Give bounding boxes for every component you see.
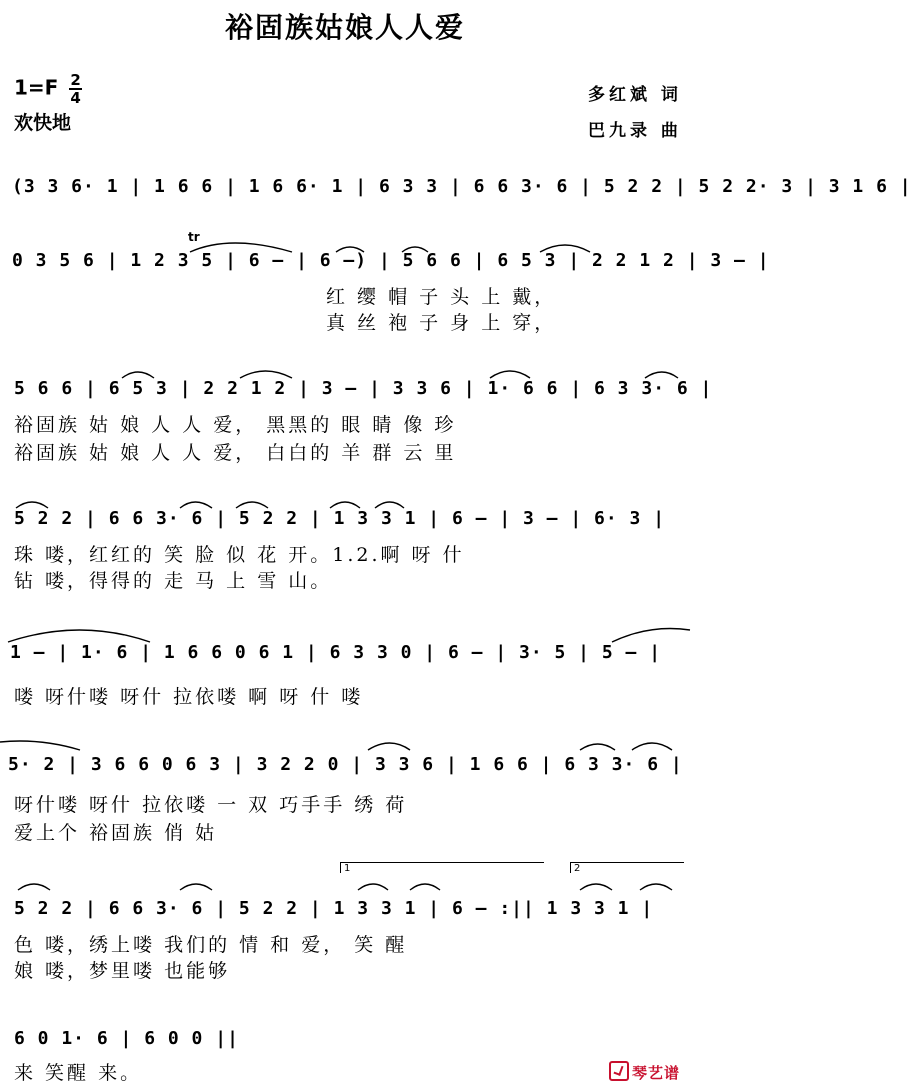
lyric-verse-2: 钻 喽，得得的 走 马 上 雪 山。	[14, 570, 333, 592]
lyric-verse-1: 喽 呀什喽 呀什 拉依喽 啊 呀 什 喽	[14, 686, 364, 708]
lyric-verse-2: 爱上个 裕固族 俏 姑	[14, 822, 218, 844]
key-label: 1=F	[14, 75, 59, 100]
notes-line: 1 — | 1· 6 | 1 6 6 0 6 1 | 6 3 3 0 | 6 — | 3· 5 | 5 — |	[10, 642, 662, 663]
site-watermark	[609, 1061, 680, 1083]
notes-line: 5 6 6 | 6 5 3 | 2 2 1 2 | 3 — | 3 3 6 | 1· 6 6 | 6 3 3· 6 |	[14, 378, 713, 399]
time-signature	[69, 72, 81, 106]
lyric-verse-2: 真 丝 袍 子 身 上 穿，	[326, 312, 557, 334]
lyric-verse-1: 呀什喽 呀什 拉依喽 一 双 巧手手 绣 荷	[14, 794, 408, 816]
staff-system-7	[0, 860, 690, 980]
volta-bracket-2: 2	[570, 862, 684, 873]
lyric-verse-2: 裕固族 姑 娘 人 人 爱， 白白的 羊 群 云 里	[14, 442, 457, 464]
staff-system-6	[0, 730, 690, 850]
lyric-verse-2: 娘 喽，梦里喽 也能够	[14, 960, 231, 982]
lyric-verse-1: 色 喽，绣上喽 我们的 情 和 爱， 笑 醒	[14, 934, 408, 956]
time-signature-bottom: 4	[70, 89, 81, 107]
song-title: 裕固族姑娘人人爱	[224, 11, 465, 44]
lyric-verse-1: 来 笑醒 来。	[14, 1062, 143, 1084]
notes-line: 6 0 1· 6 | 6 0 0 ||	[14, 1028, 239, 1049]
time-signature-top: 2	[70, 71, 81, 89]
logo-icon	[609, 1061, 629, 1081]
volta-bracket-1: 1	[340, 862, 544, 873]
lyric-verse-1: 珠 喽，红红的 笑 脸 似 花 开。1.2.啊 呀 什	[14, 544, 465, 566]
watermark-text: 琴艺谱	[631, 1064, 680, 1082]
lyric-verse-1: 红 缨 帽 子 头 上 戴，	[326, 286, 557, 308]
key-signature	[14, 72, 82, 106]
lyricist-credit: 多红斌 词	[588, 85, 682, 105]
lyric-verse-1: 裕固族 姑 娘 人 人 爱， 黑黑的 眼 睛 像 珍	[14, 414, 457, 436]
composer-credit: 巴九录 曲	[588, 121, 682, 141]
notes-line: 5· 2 | 3 6 6 0 6 3 | 3 2 2 0 | 3 3 6 | 1 6 6 | 6 3 3· 6 |	[8, 754, 683, 775]
notes-line: (3 3 6· 1 | 1 6 6 | 1 6 6· 1 | 6 3 3 | 6 6 3· 6 | 5 2 2 | 5 2 2· 3 | 3 1 6 |	[12, 176, 912, 197]
staff-system-4	[0, 490, 690, 600]
staff-system-2	[0, 230, 770, 334]
staff-system-8	[0, 1016, 690, 1086]
trill-mark: tr	[188, 230, 200, 244]
tempo-marking: 欢快地	[14, 112, 72, 134]
notes-line: 5 2 2 | 6 6 3· 6 | 5 2 2 | 1 3 3 1 | 6 — | 3 — | 6· 3 |	[14, 508, 666, 529]
notes-line: 5 2 2 | 6 6 3· 6 | 5 2 2 | 1 3 3 1 | 6 — :|| 1 3 3 1 |	[14, 898, 654, 919]
staff-system-5	[0, 618, 690, 708]
notes-line: 0 3 5 6 | 1 2 3 5 | 6 — | 6 —) | 5 6 6 | 6 5 3 | 2 2 1 2 | 3 — |	[12, 250, 770, 271]
staff-system-3	[0, 360, 713, 470]
staff-system-1	[0, 170, 912, 220]
